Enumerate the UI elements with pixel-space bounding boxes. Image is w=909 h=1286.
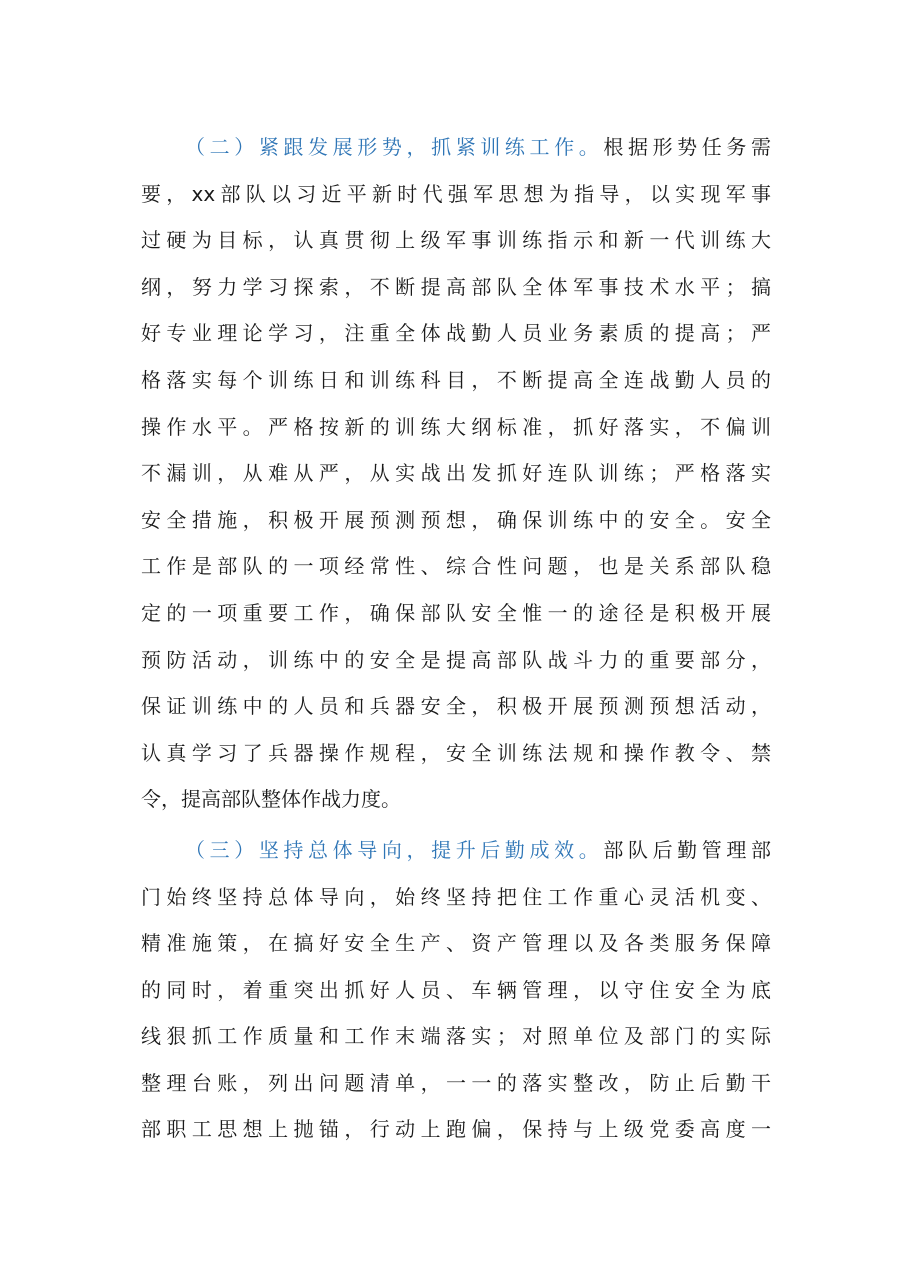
section-2-first-text: 根据形势任务需 bbox=[603, 135, 772, 159]
section-3-heading: （三）坚持总体导向，提升后勤成效。 bbox=[185, 837, 604, 862]
section-2-line: 要，xx部队以习近平新时代强军思想为指导，以实现军事 bbox=[141, 181, 771, 206]
section-3-line: 门始终坚持总体导向，始终坚持把住工作重心灵活机变、 bbox=[141, 884, 771, 909]
section-2-line: 格落实每个训练日和训练科目，不断提高全连战勤人员的 bbox=[141, 367, 771, 392]
section-3-line: 线狠抓工作质量和工作末端落实；对照单位及部门的实际 bbox=[141, 1024, 771, 1049]
section-2-line: 安全措施，积极开展预测预想，确保训练中的安全。安全 bbox=[141, 507, 771, 532]
section-2-line: 过硬为目标，认真贯彻上级军事训练指示和新一代训练大 bbox=[141, 228, 771, 253]
section-3-line: 部职工思想上抛锚，行动上跑偏，保持与上级党委高度一 bbox=[141, 1117, 771, 1142]
section-3-first-text: 部队后勤管理部 bbox=[603, 837, 772, 862]
section-2-line: 保证训练中的人员和兵器安全，积极开展预测预想活动， bbox=[141, 694, 771, 719]
section-2-first-line bbox=[141, 124, 771, 171]
section-2-heading: （二）紧跟发展形势，抓紧训练工作。 bbox=[185, 135, 604, 159]
section-3-line: 整理台账，列出问题清单，一一的落实整改，防止后勤干 bbox=[141, 1070, 771, 1095]
section-2-line: 操作水平。严格按新的训练大纲标准，抓好落实，不偏训 bbox=[141, 414, 771, 439]
section-2-line: 认真学习了兵器操作规程，安全训练法规和操作教令、禁 bbox=[141, 740, 771, 765]
section-2-line: 不漏训，从难从严，从实战出发抓好连队训练；严格落实 bbox=[141, 461, 771, 486]
section-3-line: 精准施策，在搞好安全生产、资产管理以及各类服务保障 bbox=[141, 931, 771, 956]
section-2-line: 好专业理论学习，注重全体战勤人员业务素质的提高；严 bbox=[141, 321, 771, 346]
section-3-first-line bbox=[141, 827, 771, 874]
document-body bbox=[141, 124, 771, 1153]
section-2-line: 工作是部队的一项经常性、综合性问题，也是关系部队稳 bbox=[141, 554, 771, 579]
section-2-line: 定的一项重要工作，确保部队安全惟一的途径是积极开展 bbox=[141, 600, 771, 625]
section-3-line: 的同时，着重突出抓好人员、车辆管理，以守住安全为底 bbox=[141, 977, 771, 1002]
section-2-line: 纲，努力学习探索，不断提高部队全体军事技术水平；搞 bbox=[141, 274, 771, 299]
section-2-last-line: 令，提高部队整体作战力度。 bbox=[141, 787, 401, 812]
section-2-line: 预防活动，训练中的安全是提高部队战斗力的重要部分， bbox=[141, 647, 771, 672]
